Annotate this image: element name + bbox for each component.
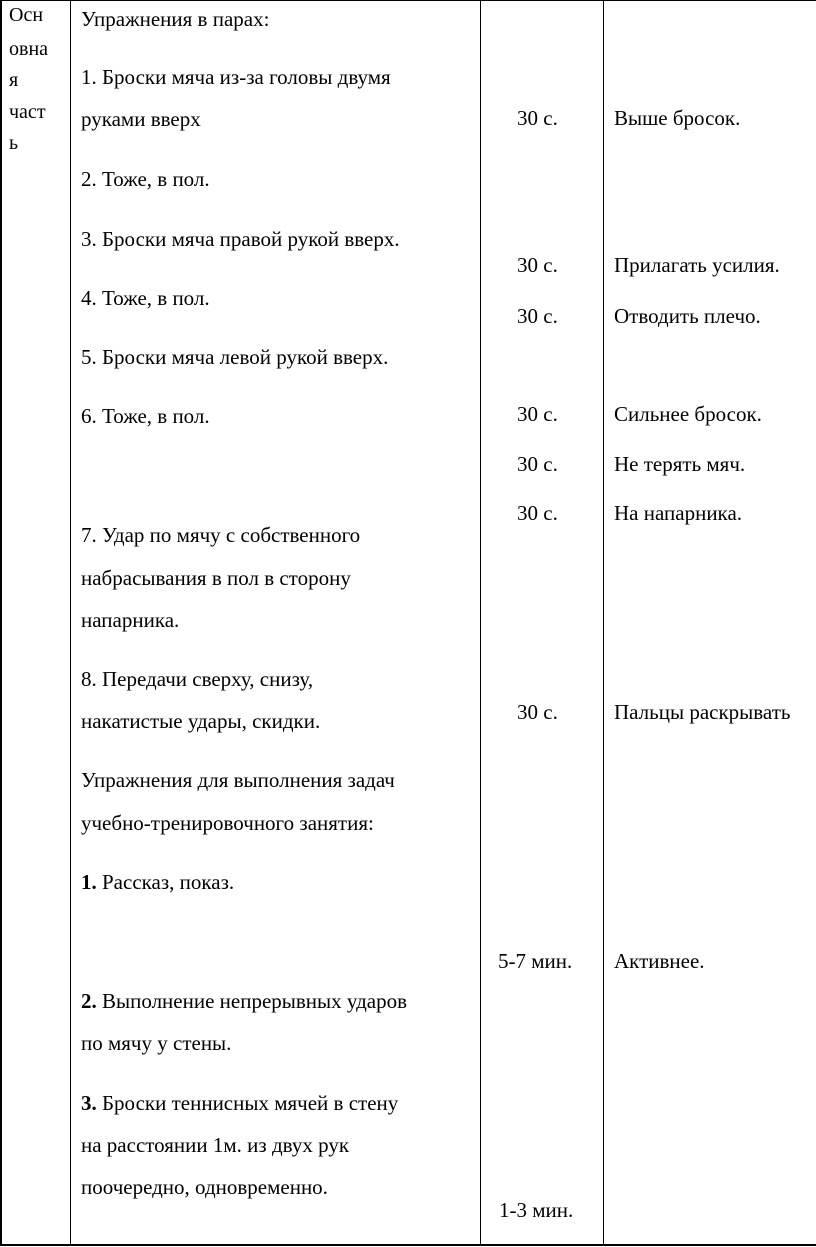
task-number: 2. [81, 989, 97, 1013]
task-item [81, 870, 234, 894]
column-divider-2 [480, 0, 481, 1246]
task-item-line: поочередно, одновременно. [81, 1175, 328, 1199]
duration-value: 5-7 мин. [498, 949, 573, 973]
section-label-line: ь [9, 132, 19, 154]
task-item-line: на расстоянии 1м. из двух рук [81, 1133, 350, 1157]
exercise-item-line: 7. Удар по мячу с собственного [81, 523, 361, 547]
column-divider-3 [603, 0, 604, 1246]
table-left-border [0, 0, 2, 1246]
duration-value: 30 с. [517, 452, 558, 476]
task-item [81, 1091, 398, 1115]
note-text: Сильнее бросок. [614, 402, 762, 426]
exercise-item-line: 2. Тоже, в пол. [81, 167, 210, 191]
task-number: 1. [81, 870, 97, 894]
task-text: Броски теннисных мячей в стену [96, 1091, 399, 1115]
exercise-item-line: 5. Броски мяча левой рукой вверх. [81, 345, 389, 369]
duration-value: 30 с. [517, 106, 558, 130]
duration-value: 30 с. [517, 304, 558, 328]
table-bottom-border [0, 1244, 816, 1246]
section-label-line: Осн [9, 4, 44, 26]
task-item-line: по мячу у стены. [81, 1031, 232, 1055]
note-text: Не терять мяч. [614, 452, 746, 476]
note-text: Активнее. [614, 949, 705, 973]
task-number: 3. [81, 1091, 97, 1115]
column-divider-1 [70, 0, 71, 1246]
exercise-item-line: руками вверх [81, 107, 201, 131]
section-label-line: я [9, 69, 19, 91]
exercise-item-line: набрасывания в пол в сторону [81, 566, 351, 590]
note-text: Прилагать усилия. [614, 253, 780, 277]
task-item [81, 989, 407, 1013]
section-label-line: част [9, 101, 46, 123]
task-text: Рассказ, показ. [96, 870, 235, 894]
exercise-item-line: 6. Тоже, в пол. [81, 404, 210, 428]
duration-value: 30 с. [517, 700, 558, 724]
section-label-line: овна [9, 38, 49, 60]
task-text: Выполнение непрерывных ударов [96, 989, 408, 1013]
duration-value: 30 с. [517, 501, 558, 525]
exercise-item-line: 4. Тоже, в пол. [81, 286, 210, 310]
tasks-heading-line: Упражнения для выполнения задач [81, 768, 395, 792]
table-top-border [0, 0, 816, 1]
note-text: Отводить плечо. [614, 304, 761, 328]
duration-value: 30 с. [517, 402, 558, 426]
exercise-item-line: накатистые удары, скидки. [81, 709, 321, 733]
exercise-item-line: 1. Броски мяча из-за головы двумя [81, 65, 391, 89]
exercise-item-line: 3. Броски мяча правой рукой вверх. [81, 227, 400, 251]
duration-value: 30 с. [517, 253, 558, 277]
exercise-item-line: напарника. [81, 608, 180, 632]
exercise-item-line: 8. Передачи сверху, снизу, [81, 667, 314, 691]
pairs-heading: Упражнения в парах: [81, 7, 270, 31]
note-text: Пальцы раскрывать [614, 700, 791, 724]
note-clip [604, 690, 816, 734]
duration-value: 1-3 мин. [499, 1198, 574, 1222]
note-text: На напарника. [614, 501, 743, 525]
tasks-heading-line: учебно-тренировочного занятия: [81, 811, 374, 835]
note-text: Выше бросок. [614, 106, 741, 130]
